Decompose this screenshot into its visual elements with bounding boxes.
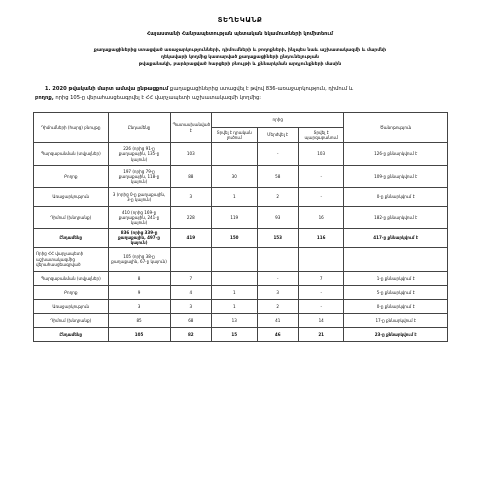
header-total: Ընդամենը	[108, 113, 170, 143]
table-row	[34, 271, 448, 285]
table-cell: Բողոք	[34, 285, 109, 299]
document-subtitle: Հայաստանի Հանրապետության պետական եկամուտների կոմիտեում	[146, 31, 333, 37]
table-row	[34, 285, 448, 299]
table-cell	[212, 247, 258, 271]
table-cell: 21	[298, 327, 344, 341]
table-cell: Դիմում (խնդրանք)	[34, 313, 109, 327]
table-row	[34, 166, 448, 188]
table-cell: 836 (որից 339-ը քաղաքային, 497-ը կայուն)	[108, 229, 170, 248]
document-title: ՏԵՂԵԿԱՆՔ	[217, 16, 263, 24]
table-cell: 8	[108, 271, 170, 285]
table-cell: 153	[257, 229, 298, 248]
table-cell: -	[298, 166, 344, 188]
intro-paragraph	[35, 85, 445, 103]
table-cell: Պարզաբանման (տվյալներ)	[34, 143, 109, 166]
table-cell: 16	[298, 207, 344, 229]
intro-rest: քաղաքացիներից ստացվել է թվով 836-առաջարկություն, դիմում և	[170, 86, 354, 92]
table-cell: 3	[108, 299, 170, 313]
table-cell: 68	[170, 313, 211, 327]
table-row	[34, 313, 448, 327]
table-cell: 226 (որից 91-ը քաղաքային, 135-ը կայուն)	[108, 143, 170, 166]
table-cell: 105	[108, 327, 170, 341]
table-cell: 116	[298, 229, 344, 248]
table-cell: Ընդամենը	[34, 327, 109, 341]
table-row	[34, 143, 448, 166]
table-cell: 2	[257, 299, 298, 313]
header-positive: Տրվել է դրական լուծում	[212, 128, 258, 143]
header-rejected: Մերժվել է	[257, 128, 298, 143]
table-cell: 119	[212, 207, 258, 229]
table-cell: 3	[170, 188, 211, 207]
table-cell: 150	[212, 229, 258, 248]
table-cell: Առաջարկություն	[34, 299, 109, 313]
table-cell: 3	[257, 285, 298, 299]
table-cell: 5-ը քննարկվում է	[344, 285, 448, 299]
table-cell: 417-ը քննարկվում է	[344, 229, 448, 248]
table-cell: 41	[257, 313, 298, 327]
table-row	[34, 207, 448, 229]
document-description	[60, 47, 420, 68]
description-line-3: թվաքանակի, բարձրացված հարցերի բնույթի և քննարկման արդյունքների մասին	[138, 62, 342, 67]
table-cell: -	[298, 285, 344, 299]
header-period: Պատասխանված է	[170, 113, 211, 143]
table-cell: 109-ը քննարկվում է	[344, 166, 448, 188]
table-cell: 7	[298, 271, 344, 285]
table-cell: 2	[257, 188, 298, 207]
table-cell: 3	[170, 299, 211, 313]
table-cell: 85	[108, 313, 170, 327]
table-cell: 1	[212, 285, 258, 299]
table-cell: 1	[212, 188, 258, 207]
intro-lead: 1. 2020 թվականի մարտ ամսվա ընթացքում	[44, 86, 169, 92]
table-cell	[257, 247, 298, 271]
table-cell: Դիմում (խնդրանք)	[34, 207, 109, 229]
intro-line2-rest: որից 105-ը վերահասցեագրվել է ՀՀ վարչապետի աշխատակազմի կողմից:	[55, 95, 262, 101]
table-cell: Պարզաբանման (տվյալներ)	[34, 271, 109, 285]
table-cell: 13	[212, 313, 258, 327]
table-body	[34, 143, 448, 342]
table-cell: 17-ը քննարկվում է	[344, 313, 448, 327]
table-cell: -	[298, 188, 344, 207]
table-cell: 4	[170, 285, 211, 299]
table-cell: -	[257, 271, 298, 285]
table-cell: 228	[170, 207, 211, 229]
table-cell: 9	[108, 285, 170, 299]
table-cell: 0-ը քննարկվում է	[344, 299, 448, 313]
header-note: Ծանոթություն	[344, 113, 448, 143]
table-row	[34, 299, 448, 313]
table-row	[34, 229, 448, 248]
table-cell: 103	[170, 143, 211, 166]
header-from: որից	[212, 113, 344, 128]
description-line-2: ղեկավարի կողմից կատարված քաղաքացիների ընդունելության	[161, 55, 319, 60]
table-cell: 7	[170, 271, 211, 285]
table-cell	[298, 247, 344, 271]
table-cell: 126-ը քննարկվում է	[344, 143, 448, 166]
table-cell: Բողոք	[34, 166, 109, 188]
table-cell: 1-ը քննարկվում է	[344, 271, 448, 285]
table-cell: 0-ը քննարկվում է	[344, 188, 448, 207]
table-cell: 88	[170, 166, 211, 188]
table-cell	[212, 143, 258, 166]
table-cell: 30	[212, 166, 258, 188]
table-cell: 46	[257, 327, 298, 341]
table-cell: 103	[298, 143, 344, 166]
table-cell: -	[257, 143, 298, 166]
table-cell: 410 (որից 169-ը քաղաքային, 241-ը կայուն)	[108, 207, 170, 229]
table-cell: 3 (որից 0-ը քաղաքային, 3-ը կայուն)	[108, 188, 170, 207]
table-cell: Ընդամենը	[34, 229, 109, 248]
header-subject: Դիմումների (հարց) բնույթը	[34, 113, 109, 143]
table-cell	[170, 247, 211, 271]
table-row	[34, 188, 448, 207]
table-row	[34, 327, 448, 341]
table-cell: 82	[170, 327, 211, 341]
table-cell: 105 (որից 38-ը քաղաքային, 67-ը կայուն)	[108, 247, 170, 271]
table-cell: 58	[257, 166, 298, 188]
intro-line2-bold: բողոք,	[35, 95, 54, 101]
description-line-1: քաղաքացիներից ստացված առաջարկությունների, դիմումների և բողոքների, ինչպես նաև աշխատակազմի և մարմնի	[93, 48, 387, 53]
table-cell: Որից ՀՀ վարչապետի աշխատակազմից վերահասցեագրված	[34, 247, 109, 271]
table-cell: 197 (որից 79-ը քաղաքային, 118-ը կայուն)	[108, 166, 170, 188]
statistics-table	[33, 112, 448, 342]
header-clarified: Տրվել է պարզաբանում	[298, 128, 344, 143]
table-cell	[212, 271, 258, 285]
table-cell: Առաջարկություն	[34, 188, 109, 207]
table-row	[34, 247, 448, 271]
table-cell: 419	[170, 229, 211, 248]
table-cell: 15	[212, 327, 258, 341]
table-cell: 14	[298, 313, 344, 327]
table-cell: 182-ը քննարկվում է	[344, 207, 448, 229]
table-cell: 23-ը քննարկվում է	[344, 327, 448, 341]
table-cell: 1	[212, 299, 258, 313]
table-cell: 93	[257, 207, 298, 229]
table-cell	[344, 247, 448, 271]
table-cell: -	[298, 299, 344, 313]
